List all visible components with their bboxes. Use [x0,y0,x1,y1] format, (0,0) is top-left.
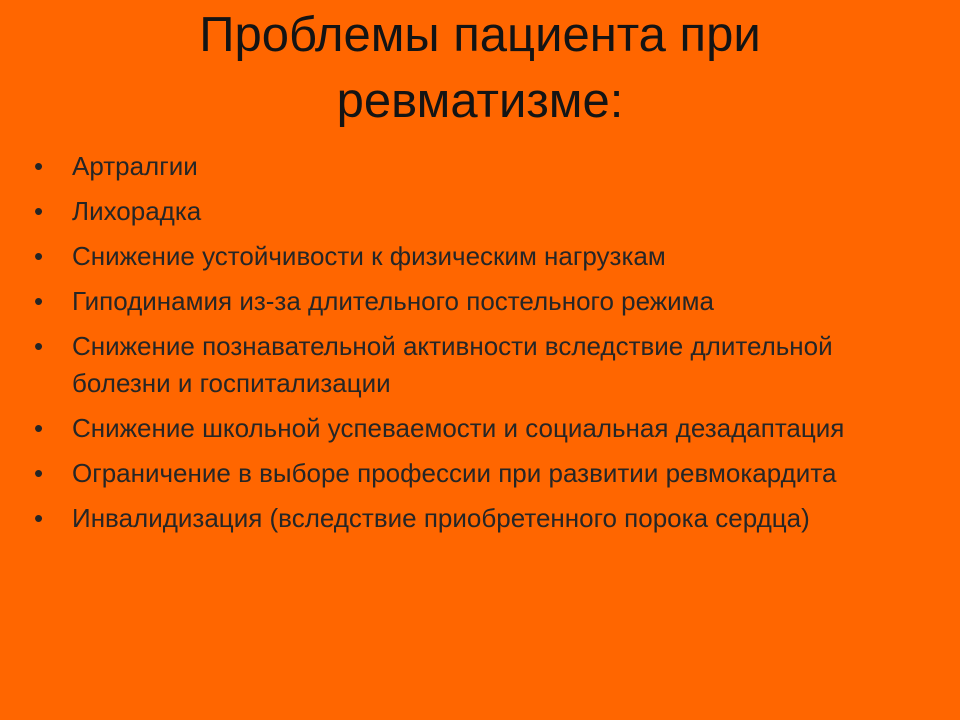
list-item [34,193,924,230]
list-item [34,283,924,320]
bullet-icon: • [34,241,44,271]
slide-title-line-2: ревматизме: [336,74,624,128]
list-item-text: Лихорадка [72,196,202,226]
list-item [34,410,924,447]
slide-title [0,2,960,134]
list-item-text: Снижение познавательной активности вследствие длительной болезни и госпитализации [72,331,833,398]
list-item-text: Снижение устойчивости к физическим нагрузкам [72,241,666,271]
slide-title-line-1: Проблемы пациента при [199,8,761,62]
list-item-text: Гиподинамия из-за длительного постельного режима [72,286,715,316]
list-item-text: Ограничение в выборе профессии при развитии ревмокардита [72,458,837,488]
list-item [34,328,924,402]
list-item [34,455,924,492]
list-item-text: Снижение школьной успеваемости и социальная дезадаптация [72,413,845,443]
list-item [34,238,924,275]
bullet-icon: • [34,331,44,361]
bullet-icon: • [34,458,44,488]
bullet-icon: • [34,151,44,181]
bullet-icon: • [34,196,44,226]
list-item [34,500,924,537]
bullet-icon: • [34,413,44,443]
bullet-list [34,148,924,545]
list-item [34,148,924,185]
list-item-text: Артралгии [72,151,198,181]
bullet-icon: • [34,503,44,533]
bullet-icon: • [34,286,44,316]
list-item-text: Инвалидизация (вследствие приобретенного порока сердца) [72,503,810,533]
